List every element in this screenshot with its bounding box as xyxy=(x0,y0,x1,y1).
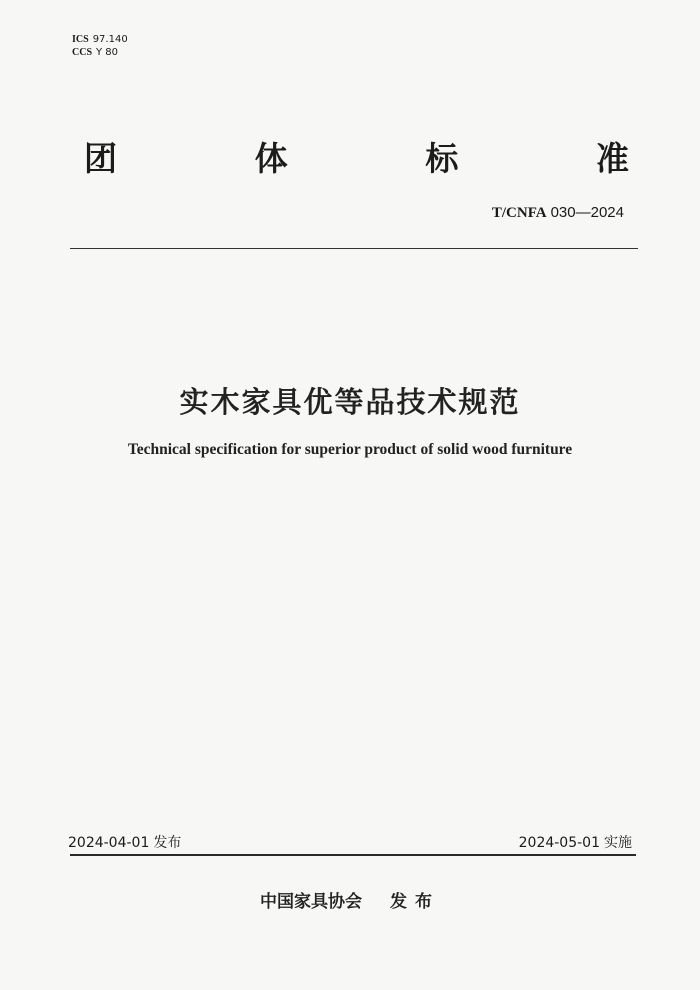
publisher-name: 中国家具协会 xyxy=(260,892,362,912)
implement-date: 2024-05-01 xyxy=(518,835,600,851)
chinese-title: 实木家具优等品技术规范 xyxy=(179,385,521,419)
heading-char-1: 团 xyxy=(84,139,117,178)
issue-date-block xyxy=(68,832,181,852)
publisher-line xyxy=(0,887,700,912)
ics-value: 97.140 xyxy=(92,34,128,45)
ics-code xyxy=(72,33,128,46)
heading-char-4: 准 xyxy=(595,139,629,178)
ccs-code xyxy=(72,46,128,59)
heading-char-3: 标 xyxy=(425,139,459,178)
issue-date: 2024-04-01 xyxy=(68,835,150,851)
implement-label: 实施 xyxy=(604,835,632,851)
standard-prefix: T/CNFA xyxy=(491,205,547,221)
classification-codes xyxy=(72,33,128,59)
document-type-heading xyxy=(84,133,629,180)
issue-label: 发布 xyxy=(153,835,182,851)
implement-date-block xyxy=(519,832,632,852)
ics-label: ICS xyxy=(72,34,89,45)
publisher-label: 发布 xyxy=(390,892,440,912)
heading-char-2: 体 xyxy=(254,139,288,178)
header-divider xyxy=(70,248,638,249)
english-title: Technical specification for superior product of solid wood furniture xyxy=(127,441,573,458)
footer-divider xyxy=(70,854,636,856)
standard-number xyxy=(492,203,624,222)
ccs-label: CCS xyxy=(72,47,93,58)
standard-code: 030—2024 xyxy=(550,204,624,221)
ccs-value: Y 80 xyxy=(96,47,119,58)
